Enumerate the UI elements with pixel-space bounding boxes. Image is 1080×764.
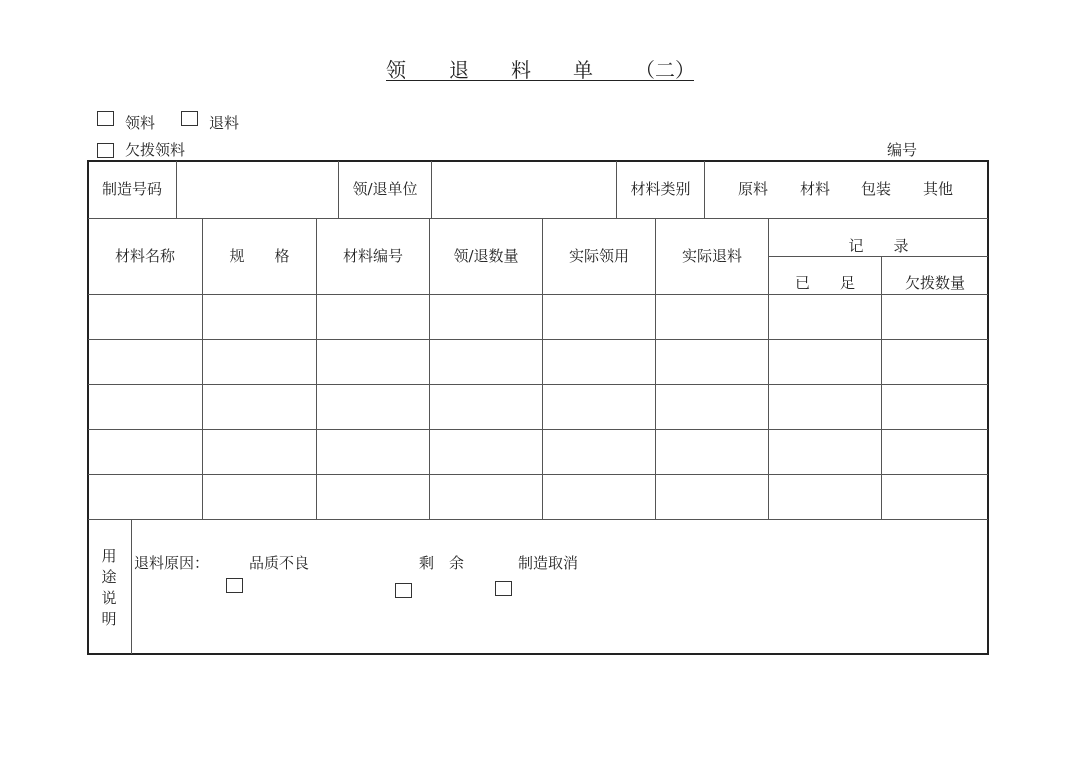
shortage-label: 欠拨领料 <box>125 141 186 159</box>
reason-cancel-checkbox[interactable] <box>495 581 512 596</box>
reason-quality-checkbox[interactable] <box>226 578 243 593</box>
form-frame <box>87 160 989 655</box>
title-char-3: 料 <box>511 58 531 82</box>
title-char-4: 单 <box>573 58 593 82</box>
reason-surplus-checkbox[interactable] <box>395 583 412 598</box>
column-shortage-quantity: 欠拨数量 <box>904 274 965 292</box>
manufacturing-no-label: 制造号码 <box>101 180 162 198</box>
category-option-packaging: 包装 <box>861 180 892 198</box>
return-checkbox[interactable] <box>181 111 198 126</box>
category-option-raw: 原料 <box>738 180 769 198</box>
return-label: 退料 <box>209 114 240 132</box>
column-quantity: 领/退数量 <box>453 247 519 265</box>
column-fulfilled: 已 足 <box>794 274 855 292</box>
row-separator-line-1 <box>88 339 988 340</box>
title-char-2: 退 <box>449 58 469 82</box>
header-separator-line <box>88 218 988 219</box>
category-option-other: 其他 <box>923 180 954 198</box>
return-reason-label: 退料原因： <box>134 554 210 572</box>
collect-checkbox[interactable] <box>97 111 114 126</box>
usage-section-label: 用途说明 <box>101 547 117 628</box>
column-actual-returned: 实际退料 <box>681 247 742 265</box>
title-char-5: （二） <box>635 58 695 82</box>
category-option-material: 材料 <box>800 180 831 198</box>
category-label: 材料类别 <box>630 180 691 198</box>
row-separator-line-2 <box>88 384 988 385</box>
column-material-number: 材料编号 <box>342 247 403 265</box>
table-divider-7 <box>881 256 882 519</box>
table-divider-6 <box>768 218 769 519</box>
unit-label: 领/退单位 <box>352 180 418 198</box>
serial-label: 编号 <box>887 141 918 159</box>
collect-label: 领料 <box>125 114 156 132</box>
table-header-separator-line <box>88 294 988 295</box>
column-specification: 规 格 <box>229 247 290 265</box>
header-divider-5 <box>704 161 705 218</box>
reason-surplus-label: 剩 余 <box>419 554 465 572</box>
column-material-name: 材料名称 <box>114 247 175 265</box>
column-record-group: 记 录 <box>848 237 909 255</box>
unit-field[interactable] <box>432 162 615 217</box>
shortage-checkbox[interactable] <box>97 143 114 158</box>
column-actual-collected: 实际领用 <box>568 247 629 265</box>
row-separator-line-4 <box>88 474 988 475</box>
page-title <box>386 50 694 81</box>
usage-separator-line <box>88 519 988 520</box>
record-group-separator-line <box>769 256 988 257</box>
reason-quality-label: 品质不良 <box>249 554 310 572</box>
usage-divider <box>131 520 132 654</box>
row-separator-line-3 <box>88 429 988 430</box>
reason-cancel-label: 制造取消 <box>518 554 579 572</box>
manufacturing-no-field[interactable] <box>177 162 337 217</box>
title-char-1: 领 <box>386 58 406 82</box>
